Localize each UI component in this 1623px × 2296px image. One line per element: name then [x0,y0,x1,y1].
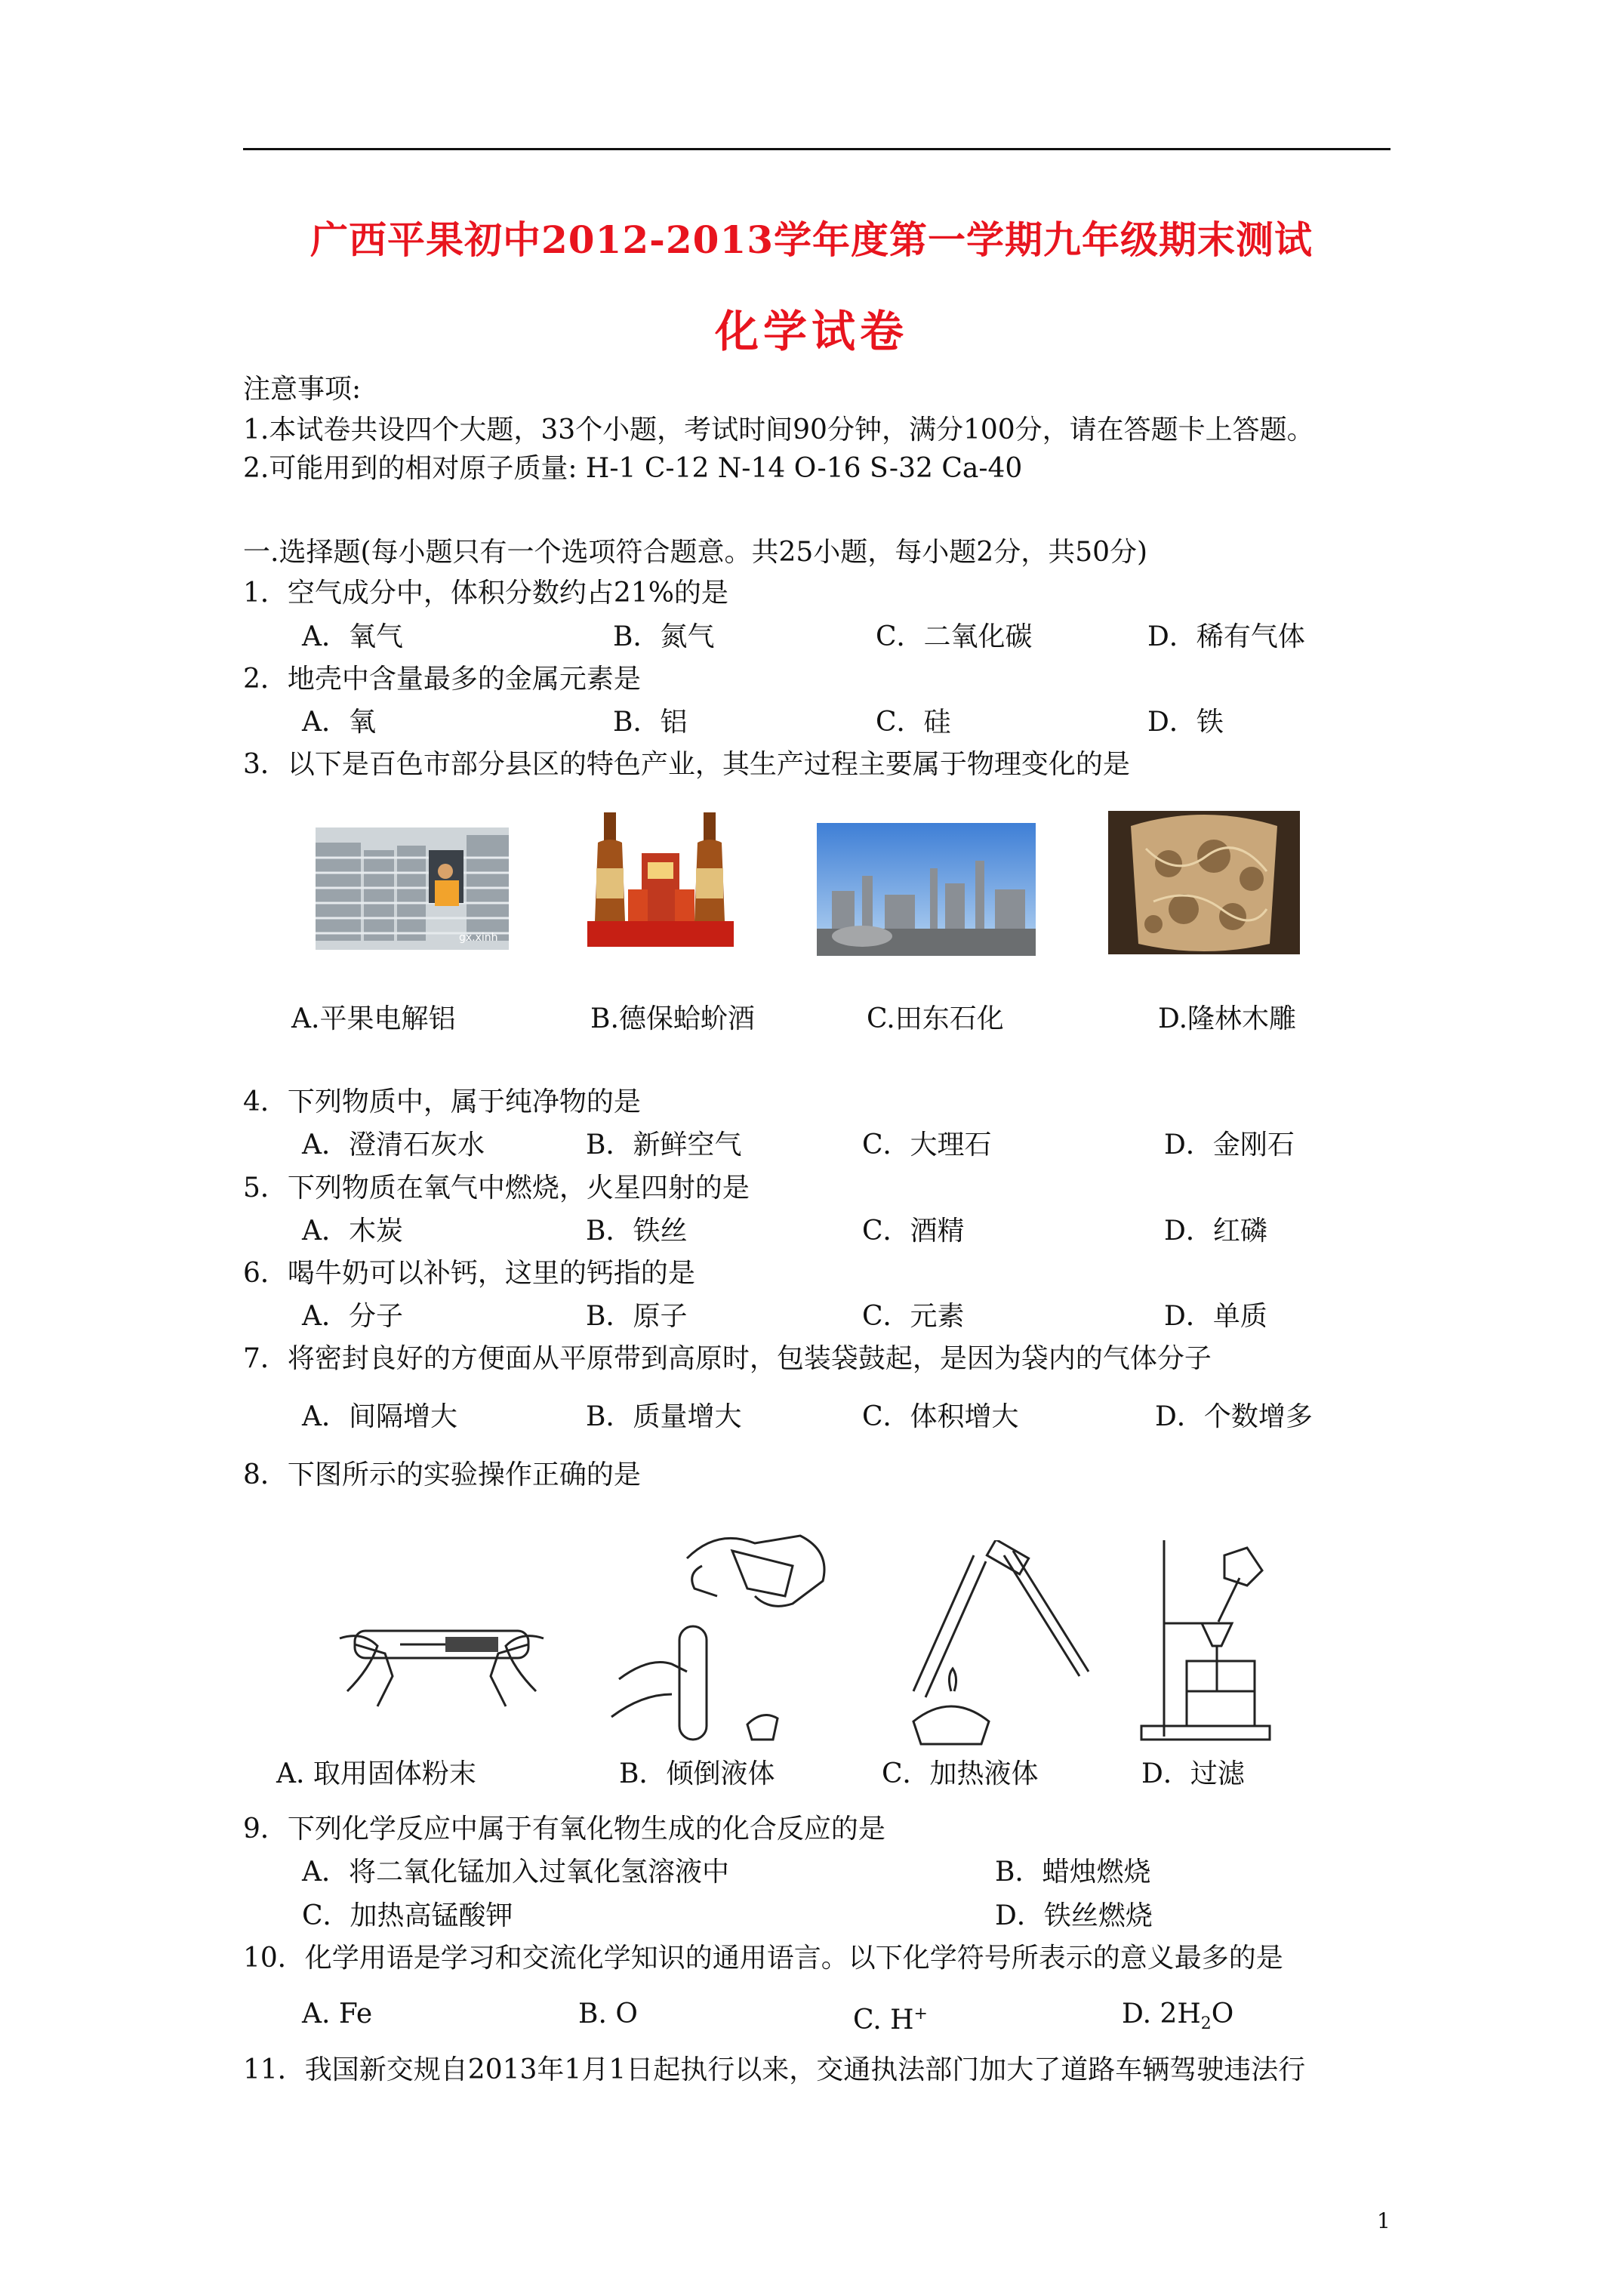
option-a: A．间隔增大 [302,1401,457,1432]
option-d: D．过滤 [1141,1758,1245,1789]
option-c-symbol: C. H [853,2005,914,2036]
wood-carving-photo [1108,811,1300,954]
exam-title: 广西平果初中2012-2013学年度第一学期九年级期末测试 [310,217,1313,262]
header-rule [243,148,1390,150]
option-a: A．氧 [302,707,376,738]
question-stem: 6．喝牛奶可以补钙，这里的钙指的是 [243,1258,695,1289]
electrolytic-aluminum-photo [316,827,509,950]
option-c: C．体积增大 [862,1401,1019,1432]
option-d-symbol-end: O [1211,1999,1234,2029]
option-c: C．加热液体 [882,1758,1039,1789]
option-d: D.隆林木雕 [1158,1003,1297,1034]
option-c: C．酒精 [862,1216,965,1247]
section-heading: 一.选择题(每小题只有一个选项符合题意。共25小题，每小题2分，共50分) [243,537,1148,568]
option-d [1122,1999,1233,2039]
filtration-diagram [1134,1533,1277,1744]
notes-line-1: 1.本试卷共设四个大题，33个小题，考试时间90分钟，满分100分，请在答题卡上答题。 [243,415,1314,445]
option-b: B．蜡烛燃烧 [995,1857,1151,1888]
option-d: D．铁丝燃烧 [995,1900,1153,1931]
notes-line-2: 2.可能用到的相对原子质量: H-1 C-12 N-14 O-16 S-32 Ca-40 [243,453,1023,484]
option-b: B. O [578,1999,638,2029]
option-b: B．氮气 [613,621,715,652]
gecko-wine-photo [581,808,740,950]
option-d: D．单质 [1164,1301,1267,1332]
option-c: C．硅 [876,707,951,738]
option-a: A.平果电解铝 [291,1003,456,1034]
option-c [853,1999,928,2036]
option-a: A．木炭 [302,1216,403,1247]
svg-text:gx.xinh: gx.xinh [459,932,498,944]
option-a: A．氧气 [302,621,403,652]
option-c-superscript: + [913,2005,928,2023]
option-b: B．原子 [586,1301,688,1332]
heat-liquid-diagram [898,1540,1095,1752]
option-d: D．个数增多 [1155,1401,1313,1432]
option-a: A．澄清石灰水 [302,1130,485,1160]
option-b: B.德保蛤蚧酒 [590,1003,755,1034]
option-c: C．元素 [862,1301,965,1332]
option-d: D．红磷 [1164,1216,1267,1247]
question-stem: 8．下图所示的实验操作正确的是 [243,1459,641,1490]
option-a: A．将二氧化锰加入过氧化氢溶液中 [302,1857,729,1888]
page-number: 1 [1377,2208,1390,2233]
option-c: C．大理石 [862,1130,992,1160]
option-b: B．倾倒液体 [619,1758,775,1789]
question-stem: 5．下列物质在氧气中燃烧，火星四射的是 [243,1173,750,1203]
option-c: C.田东石化 [867,1003,1004,1034]
question-stem: 11．我国新交规自2013年1月1日起执行以来，交通执法部门加大了道路车辆驾驶违法行 [243,2054,1306,2085]
exam-subtitle: 化学试卷 [714,306,908,357]
question-stem: 2．地壳中含量最多的金属元素是 [243,664,641,695]
petrochemical-plant-photo [817,823,1036,956]
option-b: B．质量增大 [586,1401,742,1432]
option-b: B．铁丝 [586,1216,688,1247]
question-stem: 1．空气成分中，体积分数约占21%的是 [243,578,728,609]
option-b: B．新鲜空气 [586,1130,742,1160]
option-d: D．铁 [1147,707,1224,738]
question-stem: 4．下列物质中，属于纯净物的是 [243,1086,641,1117]
option-c: C．加热高锰酸钾 [302,1900,513,1931]
question-stem: 10．化学用语是学习和交流化学知识的通用语言。以下化学符号所表示的意义最多的是 [243,1943,1283,1974]
option-a: A. 取用固体粉末 [276,1758,476,1789]
question-stem: 3．以下是百色市部分县区的特色产业，其生产过程主要属于物理变化的是 [243,749,1130,780]
solid-powder-diagram [332,1601,551,1721]
option-d-symbol: D. 2H [1122,1999,1201,2029]
pour-liquid-diagram [604,1521,838,1747]
option-d: D．稀有气体 [1147,621,1305,652]
question-stem: 7．将密封良好的方便面从平原带到高原时，包装袋鼓起，是因为袋内的气体分子 [243,1343,1212,1374]
option-b: B．铝 [613,707,688,738]
notes-heading: 注意事项: [243,374,362,405]
option-d: D．金刚石 [1164,1130,1295,1160]
option-d-subscript: 2 [1200,2014,1212,2034]
question-stem: 9．下列化学反应中属于有氧化物生成的化合反应的是 [243,1814,885,1845]
option-a: A．分子 [302,1301,403,1332]
option-a: A. Fe [302,1999,373,2029]
option-c: C．二氧化碳 [876,621,1033,652]
